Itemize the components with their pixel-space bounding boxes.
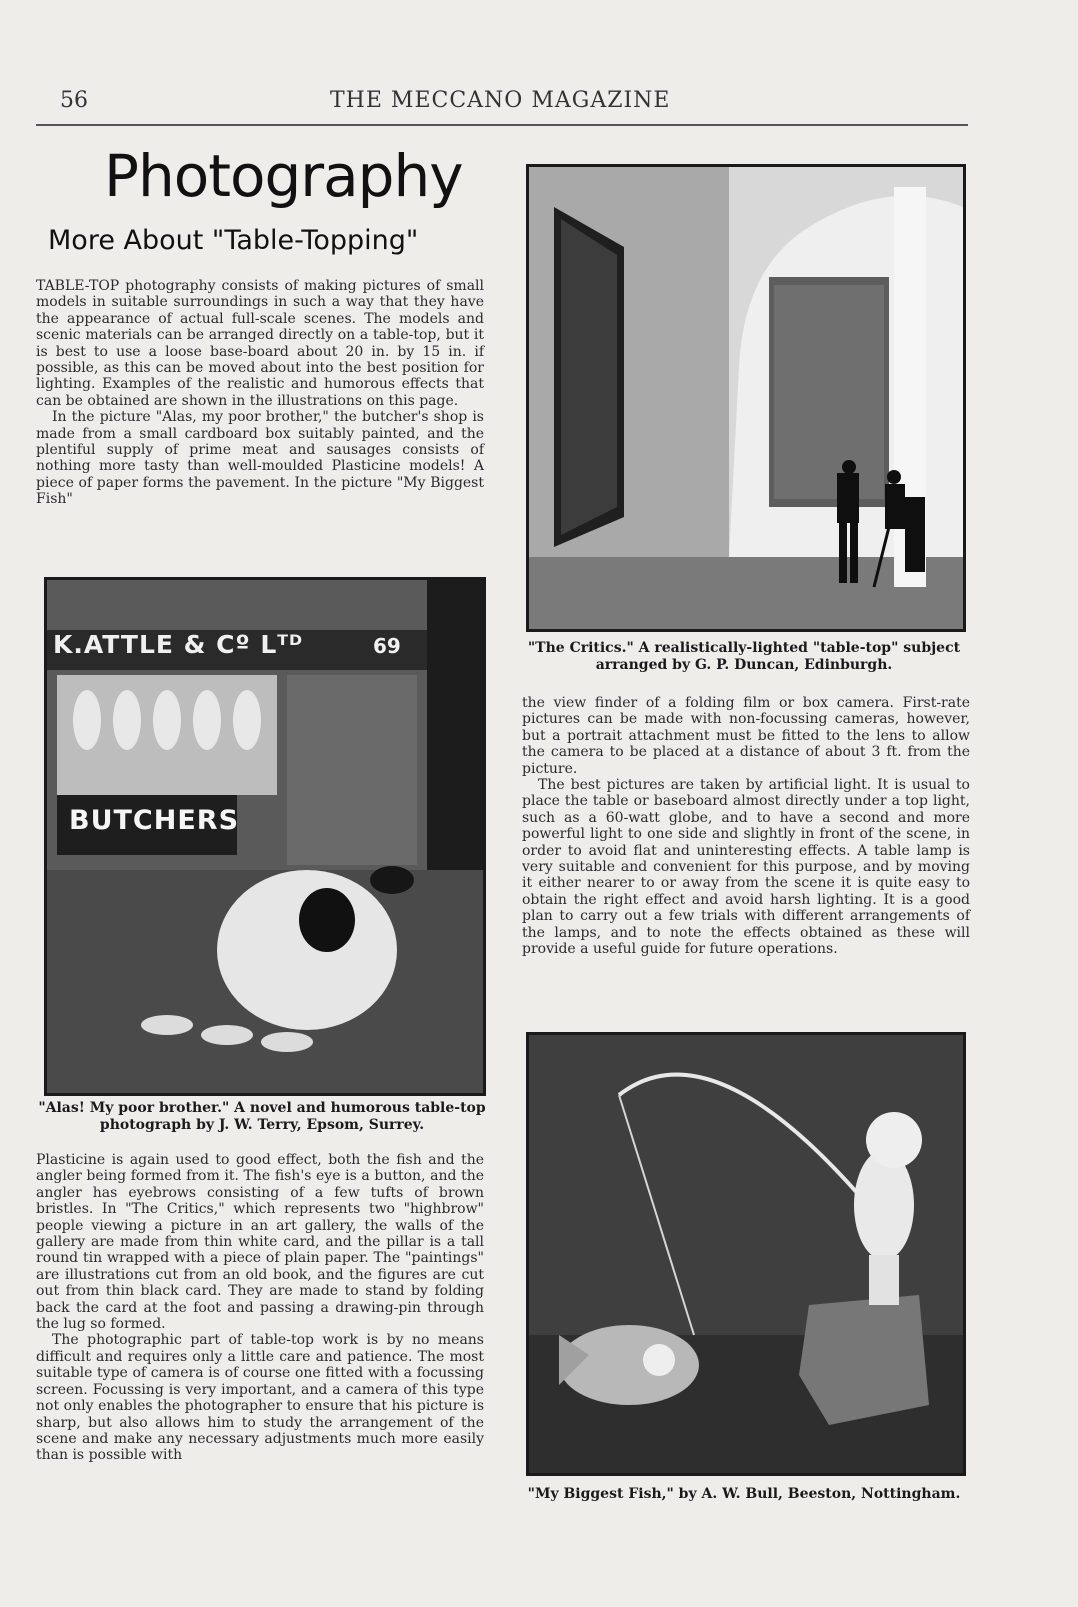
- article-column-1-bottom: [36, 1152, 484, 1464]
- photo-butchers-shop: [44, 577, 486, 1096]
- page-number: 56: [60, 88, 88, 113]
- paragraph: In the picture "Alas, my poor brother," the butcher's shop is made from a small cardboard box suitably painted, and the plentiful supply of prime meat and sausages consists of nothing more tasty than well-moulded Plasticine models! A piece of paper forms the pavement. In the picture "My Biggest Fish": [36, 409, 484, 508]
- paragraph: The best pictures are taken by artificial light. It is usual to place the table or baseboard almost directly under a top light, such as a 60-watt globe, and to have a second and more powerful light to one side and slightly in front of the scene, in order to avoid flat and uninteresting effects. A table lamp is very suitable and convenient for this purpose, and by moving it either nearer to or away from the scene it is quite easy to obtain the right effect and avoid harsh lighting. It is a good plan to carry out a few trials with different arrangements of the lamps, and to note the effects obtained as these will provide a useful guide for future operations.: [522, 777, 970, 958]
- article-column-2: [522, 695, 970, 958]
- paragraph: Plasticine is again used to good effect, both the fish and the angler being formed from it. The fish's eye is a button, and the angler has eyebrows consisting of a few tufts of brown bristles. In "The Critics," which represents two "highbrow" people viewing a picture in an art gallery, the walls of the gallery are made from thin white card, and the pillar is a tall round tin wrapped with a piece of plain paper. The "paintings" are illustrations cut from an old book, and the figures are cut out from thin black card. They are made to stand by folding back the card at the foot and passing a drawing-pin through the lug so formed.: [36, 1152, 484, 1333]
- paragraph: TABLE-TOP photography consists of making pictures of small models in suitable surroundings in such a way that they have the appearance of actual full-scale scenes. The models and scenic materials can be arranged directly on a table-top, but it is best to use a loose base-board about 20 in. by 15 in. if possible, as this can be moved about into the best position for lighting. Examples of the realistic and humorous effects that can be obtained are shown in the illustrations on this page.: [36, 278, 484, 409]
- paragraph: the view finder of a folding film or box camera. First-rate pictures can be made with non-focussing cameras, however, but a portrait attachment must be fitted to the lens to allow the camera to be placed at a distance of about 3 ft. from the picture.: [522, 695, 970, 777]
- photo-my-biggest-fish: [526, 1032, 966, 1476]
- caption-critics: "The Critics." A realistically-lighted "table-top" subject arranged by G. P. Duncan, Edinburgh.: [527, 640, 961, 673]
- photo-the-critics: [526, 164, 966, 632]
- article-column-1-top: [36, 278, 484, 508]
- caption-butchers: "Alas! My poor brother." A novel and humorous table-top photograph by J. W. Terry, Epsom, Surrey.: [38, 1100, 486, 1133]
- article-subtitle: More About "Table-Topping": [48, 225, 419, 256]
- magazine-title: THE MECCANO MAGAZINE: [330, 88, 671, 113]
- window-sign: BUTCHERS: [69, 805, 240, 836]
- shop-sign: K.ATTLE & Cº Lᵀᴰ: [53, 630, 304, 659]
- shop-number: 69: [373, 634, 401, 658]
- caption-fish: "My Biggest Fish," by A. W. Bull, Beeston, Nottingham.: [527, 1486, 961, 1502]
- header-rule: [36, 124, 968, 126]
- article-title: Photography: [104, 142, 463, 210]
- paragraph: The photographic part of table-top work is by no means difficult and requires only a little care and patience. The most suitable type of camera is of course one fitted with a focussing screen. Focussing is very important, and a camera of this type not only enables the photographer to ensure that his picture is sharp, but also allows him to study the arrangement of the scene and make any necessary adjustments much more easily than is possible with: [36, 1332, 484, 1464]
